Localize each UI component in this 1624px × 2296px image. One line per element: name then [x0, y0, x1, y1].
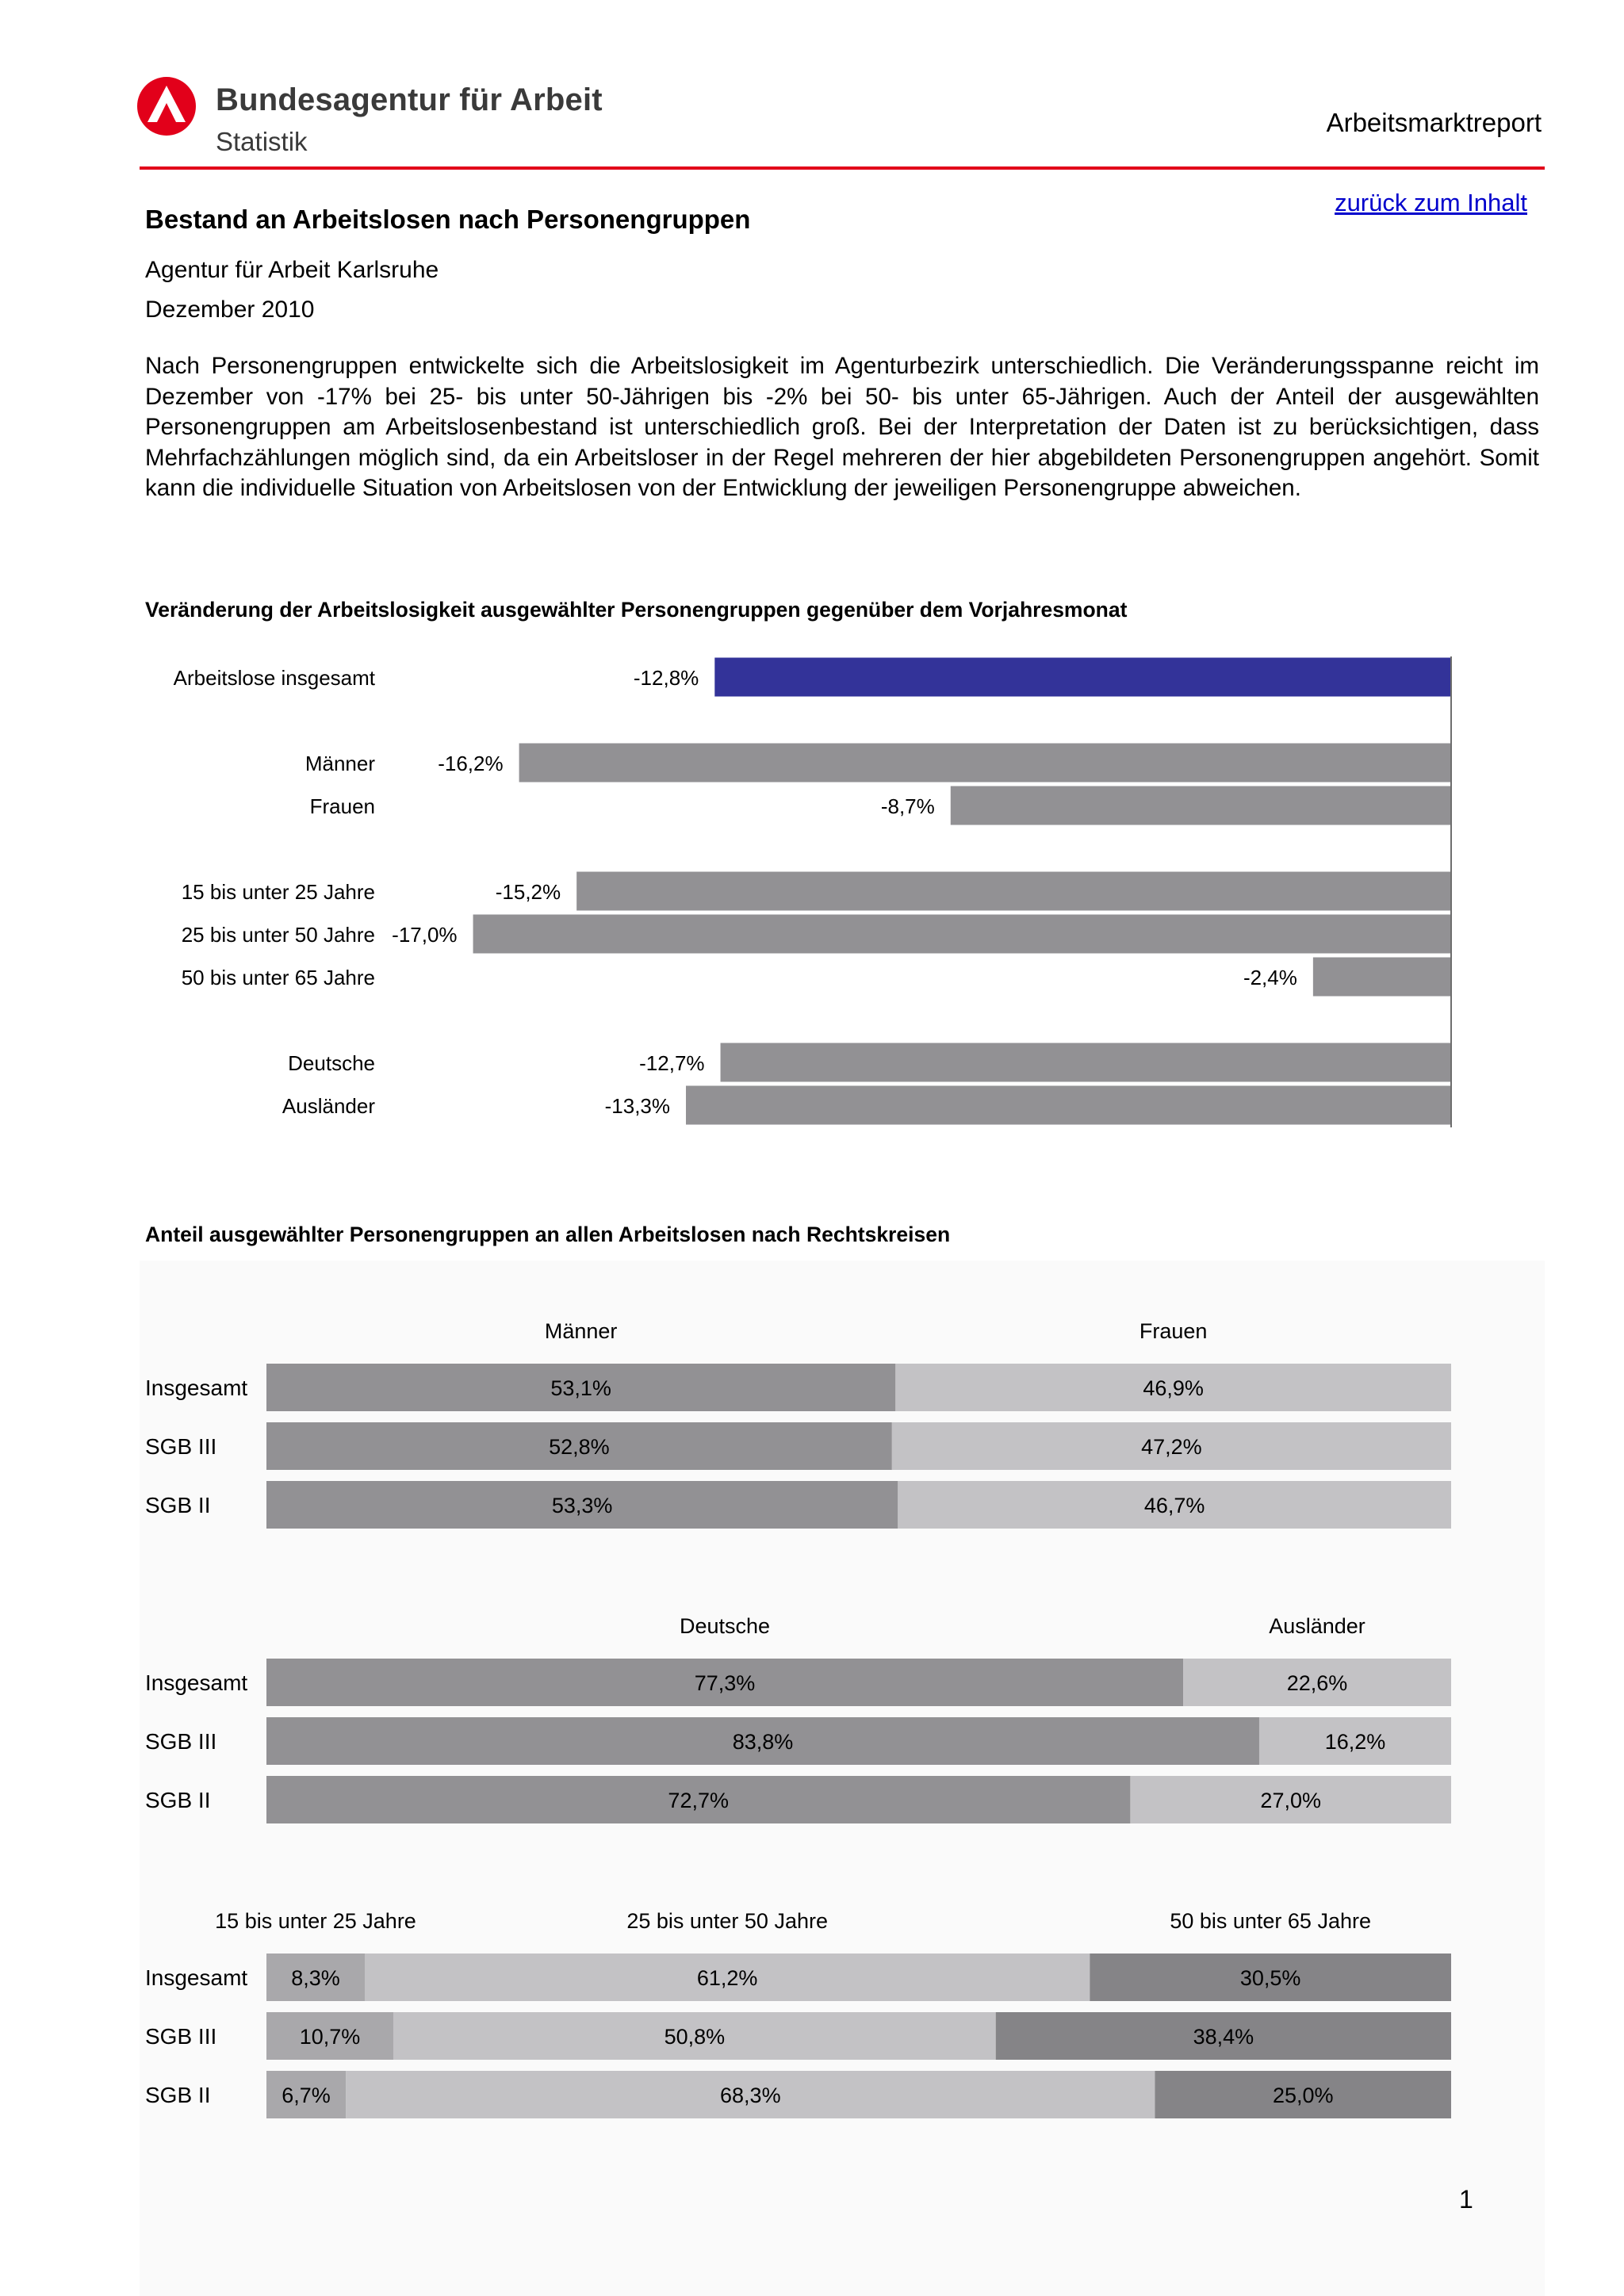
chart2-series-label: 15 bis unter 25 Jahre [215, 1909, 416, 1933]
chart2-series-label: 50 bis unter 65 Jahre [1170, 1909, 1372, 1933]
chart1-value-label: -17,0% [392, 923, 458, 947]
chart2-segment-label: 72,7% [668, 1789, 729, 1812]
chart1-bar [714, 658, 1451, 697]
chart1-category-label: 25 bis unter 50 Jahre [181, 923, 375, 947]
chart2-segment-label: 22,6% [1286, 1671, 1348, 1695]
chart2-series-label: 25 bis unter 50 Jahre [626, 1909, 829, 1933]
chart2-segment-label: 16,2% [1324, 1730, 1386, 1754]
chart2-series-label: Männer [544, 1319, 618, 1343]
chart1-bar [721, 1043, 1451, 1082]
chart1-bar [951, 786, 1451, 825]
chart2-series-label: Ausländer [1269, 1614, 1365, 1638]
chart2-row-label: SGB III [145, 1729, 217, 1754]
chart1-category-label: Frauen [309, 794, 375, 818]
report-name: Arbeitsmarktreport [1326, 108, 1542, 137]
chart1-value-label: -12,7% [639, 1051, 705, 1075]
report-period: Dezember 2010 [145, 297, 315, 323]
chart2-segment-label: 77,3% [694, 1671, 756, 1695]
chart1-category-label: Arbeitslose insgesamt [173, 666, 375, 690]
chart2-segment-label: 61,2% [696, 1966, 758, 1990]
chart2-segment-label: 27,0% [1260, 1789, 1321, 1812]
chart2-segment-label: 8,3% [291, 1966, 340, 1990]
chart2-series-label: Deutsche [679, 1614, 771, 1638]
chart2-row-label: SGB II [145, 1788, 211, 1812]
chart1-category-label: Männer [304, 752, 375, 775]
header-divider [140, 166, 1545, 170]
chart2-segment-label: 6,7% [282, 2084, 331, 2107]
chart2-segment-label: 46,9% [1143, 1376, 1204, 1400]
page-number: 1 [1459, 2185, 1473, 2214]
intro-paragraph: Nach Personengruppen entwickelte sich die Arbeitslosigkeit im Agenturbezirk unterschiedlich. Die Veränderungsspanne reicht im Dezember von -17% bei 25- bis unter 50-Jährigen bis -2% bei 50- bis unter 65-Jährigen. Auch der Anteil der ausgewählten Personengruppen am Arbeitslosenbestand ist unterschiedlich groß. Bei der Interpretation der Daten ist zu berücksichtigen, dass Mehrfachzählungen möglich sind, da ein Arbeitsloser in der Regel mehreren der hier abgebildeten Personengruppen angehört. Somit kann die individuelle Situation von Arbeitslosen von der Entwicklung der jeweiligen Personengruppe abweichen. [145, 353, 1539, 501]
chart2-segment-label: 83,8% [732, 1730, 794, 1754]
page-title: Bestand an Arbeitslosen nach Personengruppen [145, 205, 751, 234]
chart1-category-label: 15 bis unter 25 Jahre [181, 880, 375, 904]
chart2-segment-label: 53,1% [550, 1376, 611, 1400]
chart1-value-label: -15,2% [495, 880, 561, 904]
chart2-row-label: Insgesamt [145, 1376, 248, 1400]
chart2-row-label: SGB II [145, 2083, 211, 2107]
chart2-row-label: SGB III [145, 1434, 217, 1459]
chart1-category-label: Ausländer [282, 1094, 375, 1118]
chart1-category-label: 50 bis unter 65 Jahre [181, 966, 375, 989]
agency-name: Agentur für Arbeit Karlsruhe [145, 257, 439, 283]
ba-logo-icon [136, 76, 197, 136]
chart2-segment-label: 25,0% [1272, 2084, 1334, 2107]
chart2-title: Anteil ausgewählter Personengruppen an allen Arbeitslosen nach Rechtskreisen [145, 1223, 951, 1246]
chart2-row-label: SGB II [145, 1493, 211, 1517]
chart1-value-label: -2,4% [1243, 966, 1297, 989]
chart1-bar [576, 872, 1451, 911]
chart1-bar [519, 744, 1451, 783]
chart1-value-label: -12,8% [633, 666, 699, 690]
chart2-series-label: Frauen [1139, 1319, 1208, 1343]
organization-name: Bundesagentur für Arbeit [216, 82, 603, 117]
chart1-bar [473, 915, 1451, 954]
chart2-row-label: SGB III [145, 2024, 217, 2049]
organization-subtitle: Statistik [216, 127, 308, 156]
chart2-segment-label: 53,3% [551, 1494, 613, 1517]
chart2-segment-label: 50,8% [664, 2025, 726, 2049]
chart2-segment-label: 38,4% [1193, 2025, 1254, 2049]
share-stacked-bar-chart [0, 1284, 1624, 2141]
chart1-category-label: Deutsche [288, 1051, 375, 1075]
back-to-contents-link[interactable]: zurück zum Inhalt [1335, 189, 1527, 216]
chart2-row-label: Insgesamt [145, 1670, 248, 1695]
chart1-title: Veränderung der Arbeitslosigkeit ausgewählter Personengruppen gegenüber dem Vorjahresmonat [145, 598, 1128, 622]
chart1-bar [1313, 958, 1451, 997]
change-bar-chart [0, 634, 1624, 1142]
chart2-segment-label: 68,3% [720, 2084, 781, 2107]
chart2-segment-label: 52,8% [549, 1435, 610, 1459]
chart1-value-label: -16,2% [438, 752, 504, 775]
chart2-segment-label: 47,2% [1141, 1435, 1202, 1459]
chart1-bar [686, 1086, 1451, 1125]
chart2-segment-label: 30,5% [1239, 1966, 1301, 1990]
chart1-value-label: -8,7% [880, 794, 935, 818]
chart1-value-label: -13,3% [604, 1094, 671, 1118]
chart2-row-label: Insgesamt [145, 1965, 248, 1990]
chart2-segment-label: 10,7% [299, 2025, 361, 2049]
chart2-segment-label: 46,7% [1143, 1494, 1205, 1517]
